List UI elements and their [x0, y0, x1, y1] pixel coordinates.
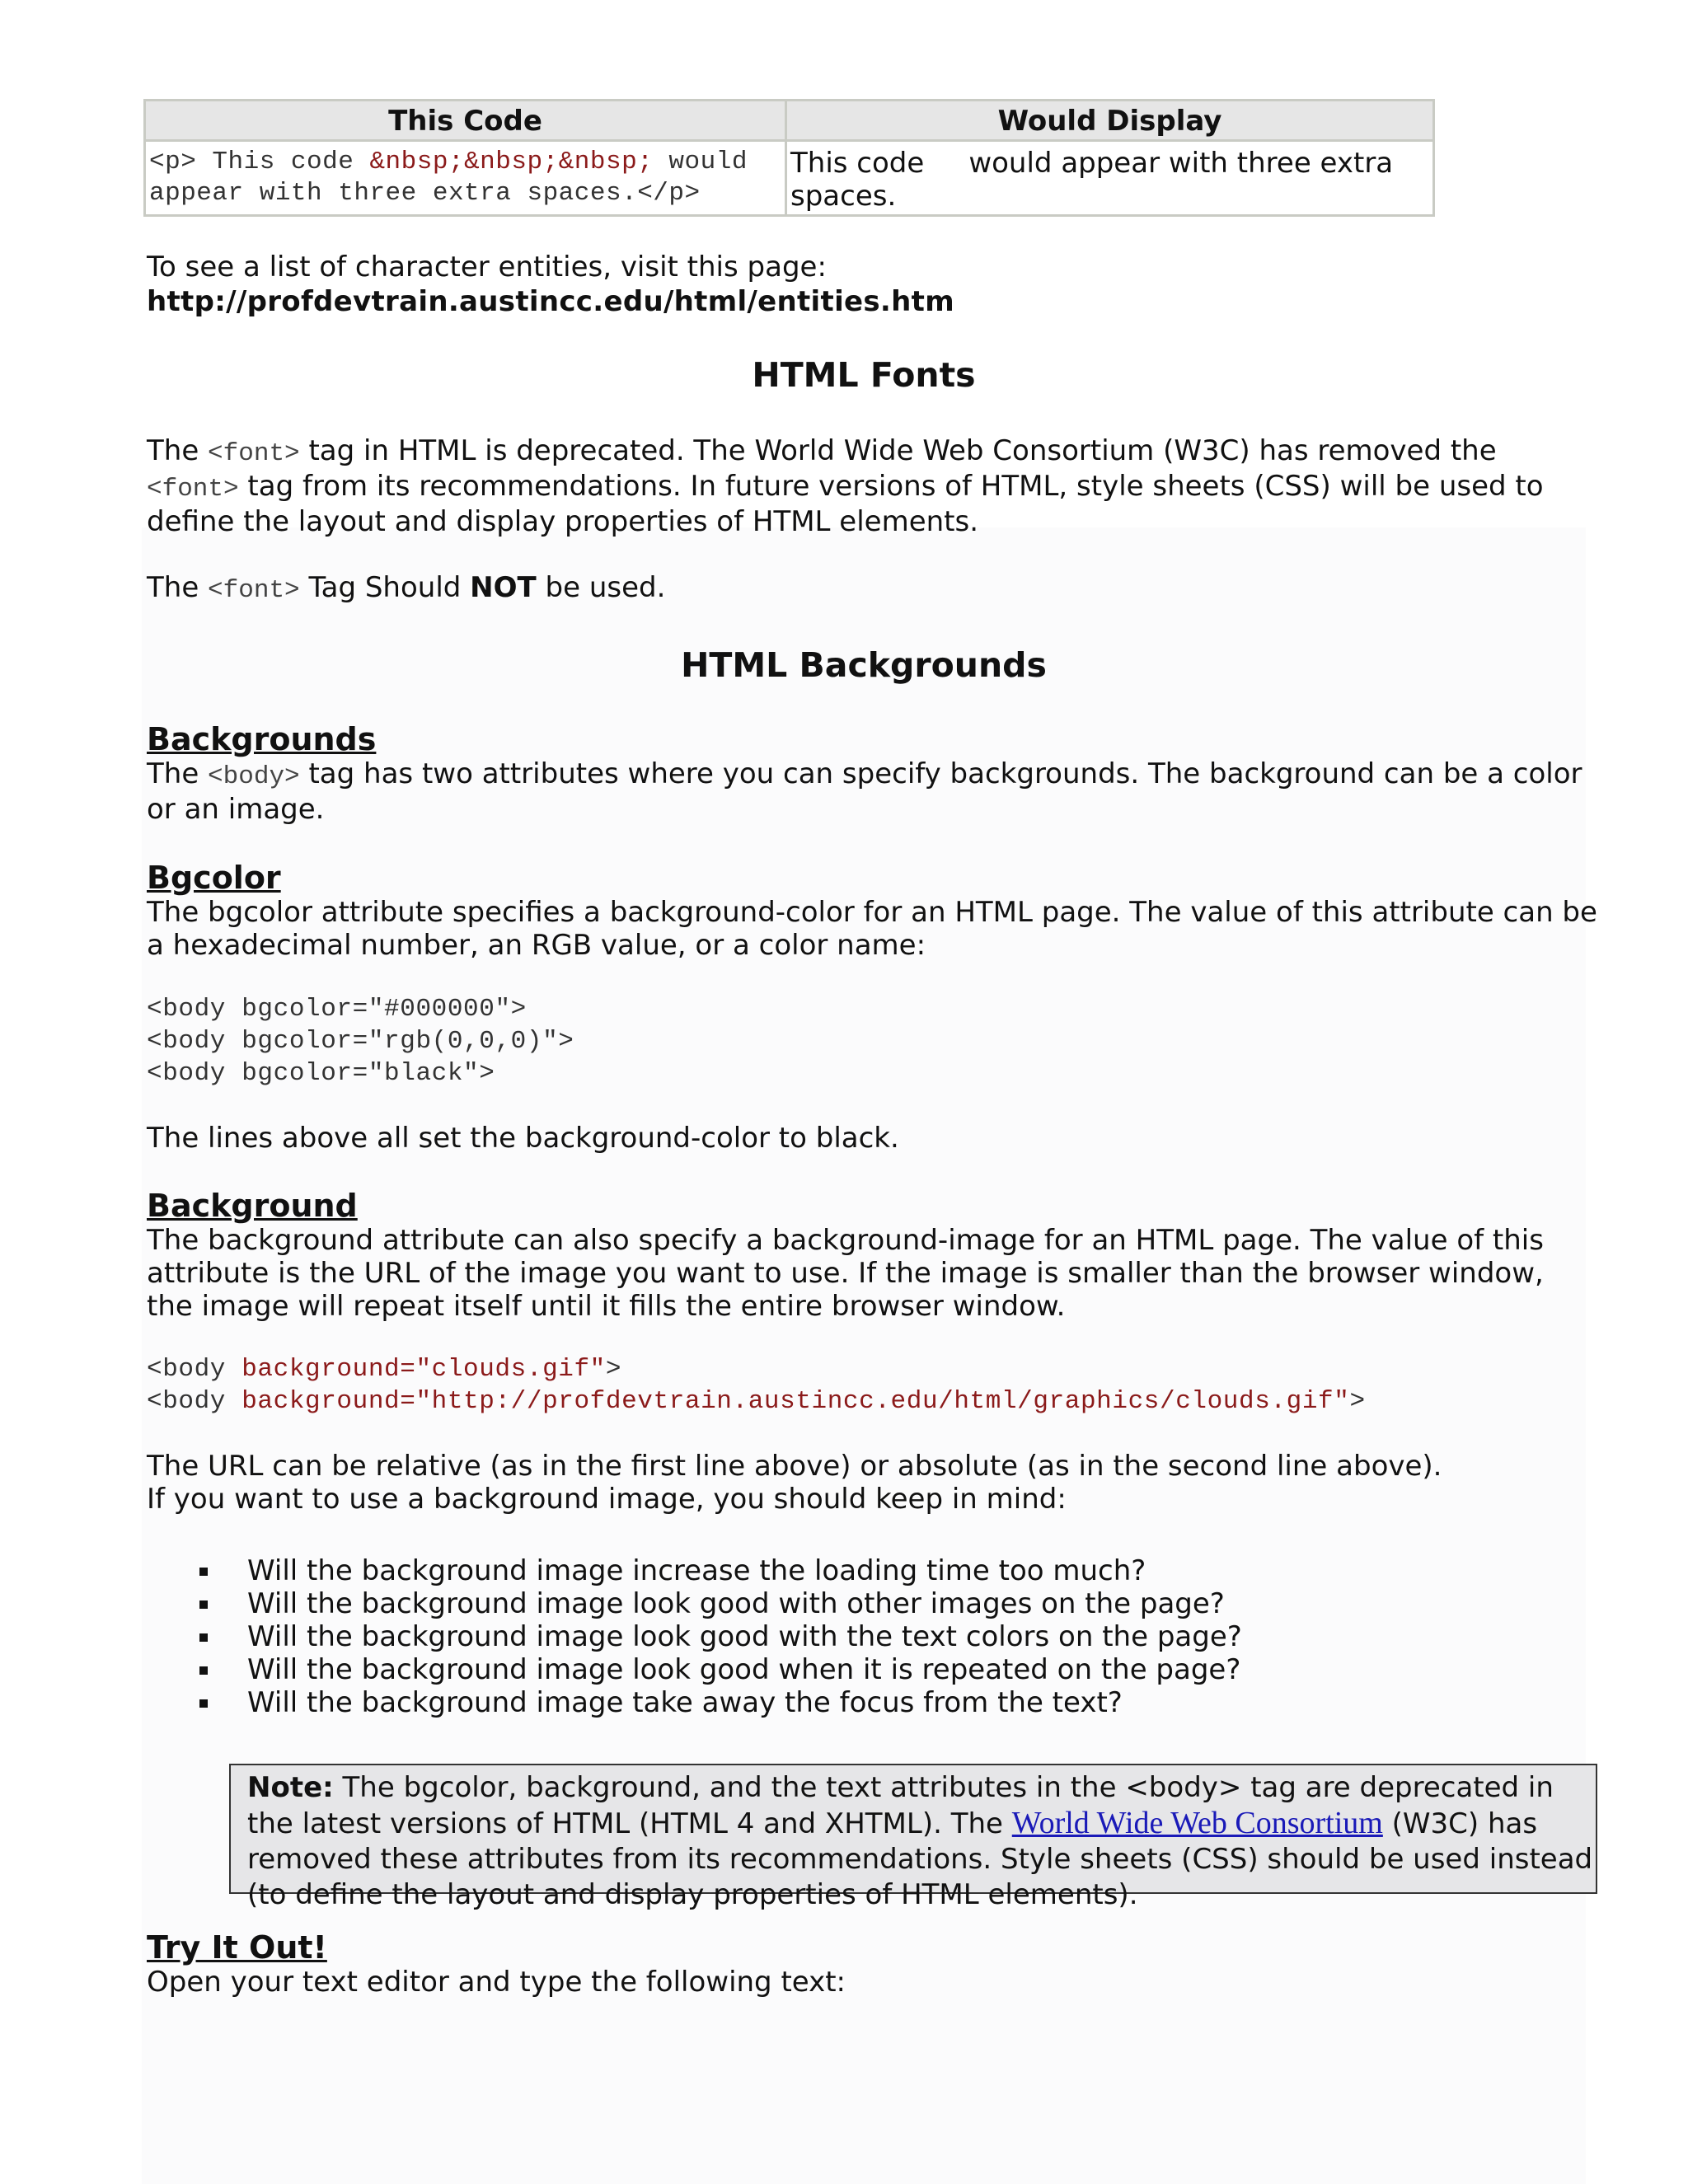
note-line-1: Note: The bgcolor, background, and the text attributes in the <body> tag are deprecated in: [247, 1771, 1554, 1804]
html-backgrounds-heading: HTML Backgrounds: [681, 645, 1047, 685]
nbsp-entities: &nbsp;&nbsp;&nbsp;: [369, 148, 654, 176]
url-paragraph-line-1: The URL can be relative (as in the first line above) or absolute (as in the second line above).: [147, 1450, 1442, 1483]
fonts-paragraph-line-2: <font> tag from its recommendations. In future versions of HTML, style sheets (CSS) will be used to: [147, 470, 1544, 504]
header-this-code: This Code: [145, 101, 786, 141]
header-would-display: Would Display: [786, 101, 1434, 141]
list-item: Will the background image take away the focus from the text?: [198, 1686, 1434, 1719]
code-sample: <p> This code &nbsp;&nbsp;&nbsp; would appear with three extra spaces.</p>: [149, 148, 748, 208]
backgrounds-subheading: Backgrounds: [147, 721, 377, 757]
background-code-relative: <body background="clouds.gif">: [147, 1355, 622, 1384]
comparison-table: [143, 99, 1435, 217]
background-subheading: Background: [147, 1188, 358, 1224]
background-paragraph-line-1: The background attribute can also specify a background-image for an HTML page. The value of this: [147, 1224, 1544, 1257]
bgcolor-paragraph-line-2: a hexadecimal number, an RGB value, or a color name:: [147, 929, 926, 962]
fonts-paragraph-line-1: The <font> tag in HTML is deprecated. The World Wide Web Consortium (W3C) has removed the: [147, 434, 1497, 468]
try-it-out-subheading: Try It Out!: [147, 1929, 327, 1966]
list-item: Will the background image increase the loading time too much?: [198, 1554, 1434, 1587]
list-item: Will the background image look good with other images on the page?: [198, 1587, 1434, 1620]
backgrounds-paragraph-line-2: or an image.: [147, 793, 325, 826]
display-cell: [786, 141, 1434, 216]
code-cell: [145, 141, 786, 216]
table-row: [145, 141, 1434, 216]
entities-url: http://profdevtrain.austincc.edu/html/entities.htm: [147, 285, 954, 318]
note-label: Note:: [247, 1771, 334, 1804]
note-line-2: the latest versions of HTML (HTML 4 and XHTML). The World Wide Web Consortium (W3C) has: [247, 1806, 1538, 1840]
bgcolor-code-name: <body bgcolor="black">: [147, 1059, 495, 1088]
font-tag-warning: The <font> Tag Should NOT be used.: [147, 571, 666, 605]
bgcolor-code-hex: <body bgcolor="#000000">: [147, 995, 527, 1024]
deprecation-note-box: [229, 1764, 1597, 1911]
note-line-4: (to define the layout and display properties of HTML elements).: [247, 1878, 1138, 1911]
list-item: Will the background image look good when it is repeated on the page?: [198, 1653, 1434, 1686]
bgcolor-paragraph-line-1: The bgcolor attribute specifies a background-color for an HTML page. The value of this attribute can be: [147, 896, 1597, 929]
list-item: Will the background image look good with the text colors on the page?: [198, 1620, 1434, 1653]
backgrounds-paragraph-line-1: The <body> tag has two attributes where you can specify backgrounds. The background can be a color: [147, 757, 1582, 791]
note-line-3: removed these attributes from its recommendations. Style sheets (CSS) should be used instead: [247, 1843, 1593, 1876]
w3c-link[interactable]: World Wide Web Consortium: [1011, 1806, 1383, 1840]
fonts-paragraph-line-3: define the layout and display properties of HTML elements.: [147, 505, 979, 538]
background-considerations-list: [198, 1554, 1434, 1719]
background-paragraph-line-2: attribute is the URL of the image you want to use. If the image is smaller than the browser window,: [147, 1257, 1544, 1290]
html-fonts-heading: HTML Fonts: [752, 355, 976, 395]
entities-intro: To see a list of character entities, visit this page:: [147, 251, 827, 284]
try-it-out-instruction: Open your text editor and type the following text:: [147, 1966, 846, 1999]
bgcolor-code-rgb: <body bgcolor="rgb(0,0,0)">: [147, 1027, 574, 1056]
lines-above-note: The lines above all set the background-color to black.: [147, 1122, 899, 1155]
bgcolor-subheading: Bgcolor: [147, 860, 281, 896]
display-result: This code would appear with three extra spaces.: [790, 147, 1402, 213]
background-paragraph-line-3: the image will repeat itself until it fills the entire browser window.: [147, 1290, 1066, 1323]
table-header-row: [145, 101, 1434, 141]
background-code-absolute: <body background="http://profdevtrain.austincc.edu/html/graphics/clouds.gif">: [147, 1387, 1366, 1416]
url-paragraph-line-2: If you want to use a background image, you should keep in mind:: [147, 1483, 1067, 1516]
